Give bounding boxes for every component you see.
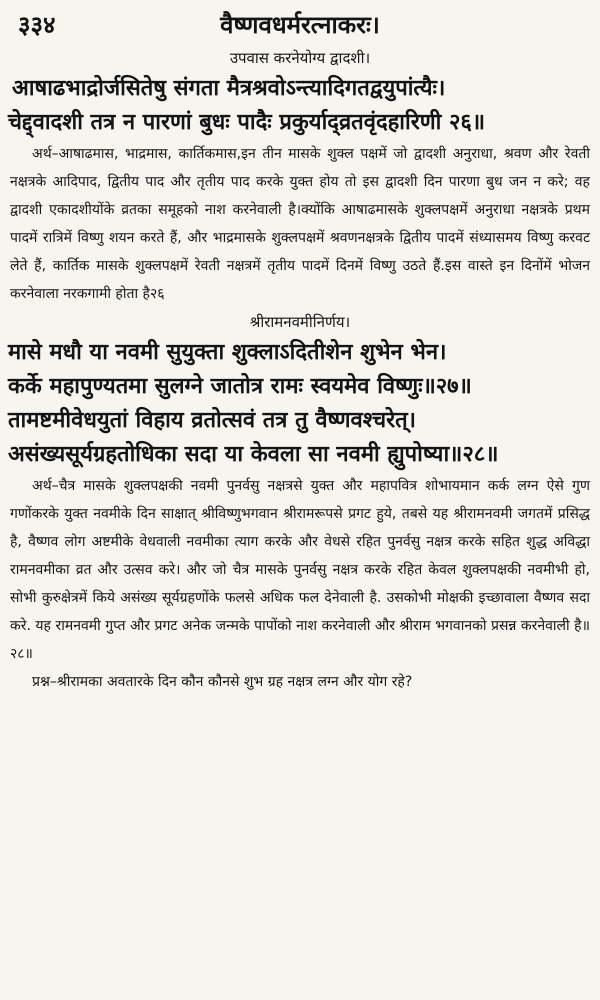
- question-text: प्रश्न–श्रीरामका अवतारके दिन कौन कौनसे शुभ ग्रह नक्षत्र लग्न और योग रहे?: [32, 674, 413, 690]
- commentary-text: अर्थ–आषाढमास, भाद्रमास, कार्तिकमास,इन तीन मासके शुक्ल पक्षमें जो द्वादशी अनुराधा, श्रवण और रेवती नक्षत्रके आदिपाद, द्वितीय पाद और तृतीय पाद करके युक्त होय तो इस द्वादशी दिन पारणा बुध जन न करे; वह द्वादशी एकादशीयोंके व्रतका समूहको नाश करनेवाली है।क्योंकि आषाढमासके शुक्लपक्षमें अनुराधा नक्षत्रके प्रथम पादमें रात्रिमें विष्णु शयन करते हैं, और भाद्रमासके शुक्लपक्षमें श्रवणनक्षत्रके द्वितीय पादमें संध्यासमय विष्णु करवट लेते हैं, कार्तिक मासके शुक्लपक्षमें रेवती नक्षत्रमें तृतीय पादमें दिनमें विष्णु उठते हैं.इस वास्ते इन दिनोंमें भोजन करनेवाला नरकगामी होता है२६: [10, 146, 590, 302]
- verse-line: आषाढभाद्रोर्जसितेषु संगता मैत्रश्रवोऽन्त्यादिगतद्वयुपांत्यैः।: [12, 76, 446, 101]
- question-paragraph: [10, 668, 590, 696]
- page-header: [8, 4, 592, 44]
- verse-line: असंख्यसूर्यग्रहतोधिका सदा या केवला सा नवमी ह्युपोष्या॥२८॥: [8, 442, 499, 467]
- commentary-paragraph: [10, 472, 590, 668]
- verse-line: तामष्टमीवेधयुतां विहाय व्रतोत्सवं तत्र तु वैष्णवश्चरेत्।: [8, 408, 416, 433]
- section-heading-ramnavami: श्रीरामनवमीनिर्णय।: [249, 313, 351, 331]
- verse-line: कर्के महापुण्यतमा सुलग्ने जातोत्र रामः स्वयमेव विष्णुः॥२७॥: [8, 374, 472, 399]
- commentary-text: अर्थ–चैत्र मासके शुक्लपक्षकी नवमी पुनर्वसु नक्षत्रसे युक्त और महापवित्र शोभायमान कर्क लग्न ऐसे गुण गणोंकरके युक्त नवमीके दिन साक्षात् श्रीविष्णुभगवान श्रीरामरूपसे प्रगट हुये, तबसे यह श्रीरामनवमी जगतमें प्रसिद्ध है, वैष्णव लोग अष्टमीके वेधवाली नवमीका त्याग करके और वेधसे रहित पुनर्वसु नक्षत्र करके सहित शुद्ध अविद्धा रामनवमीका व्रत और उत्सव करे। और जो चैत्र मासके पुनर्वसु नक्षत्र करके रहित केवल शुक्लपक्षकी नवमीभी हो, सोभी कुरुक्षेत्रमें किये असंख्य सूर्यग्रहणोंके फलसे अधिक फल देनेवाली है. उसकोभी मोक्षकी इच्छावाला वैष्णव सदा करे. यह रामनवमी गुप्त और प्रगट अनेक जन्मके पापोंको नाश करनेवाली और श्रीराम भगवानको प्रसन्न करनेवाली है॥ २८॥: [10, 478, 590, 662]
- section-heading-dwadashi: उपवास करनेयोग्य द्वादशी।: [229, 49, 371, 67]
- verse-line: मासे मधौ या नवमी सुयुक्ता शुक्लाऽदितीशेन शुभेन भेन।: [8, 340, 447, 365]
- verse-line: चेद्द्वादशी तत्र न पारणां बुधः पादैः प्रकुर्याद्व्रतवृंदहारिणी २६॥: [8, 110, 486, 135]
- commentary-paragraph: [10, 140, 590, 308]
- running-title: वैष्णवधर्मरत्नाकरः।: [220, 11, 380, 39]
- page-number: ३३४: [18, 11, 56, 39]
